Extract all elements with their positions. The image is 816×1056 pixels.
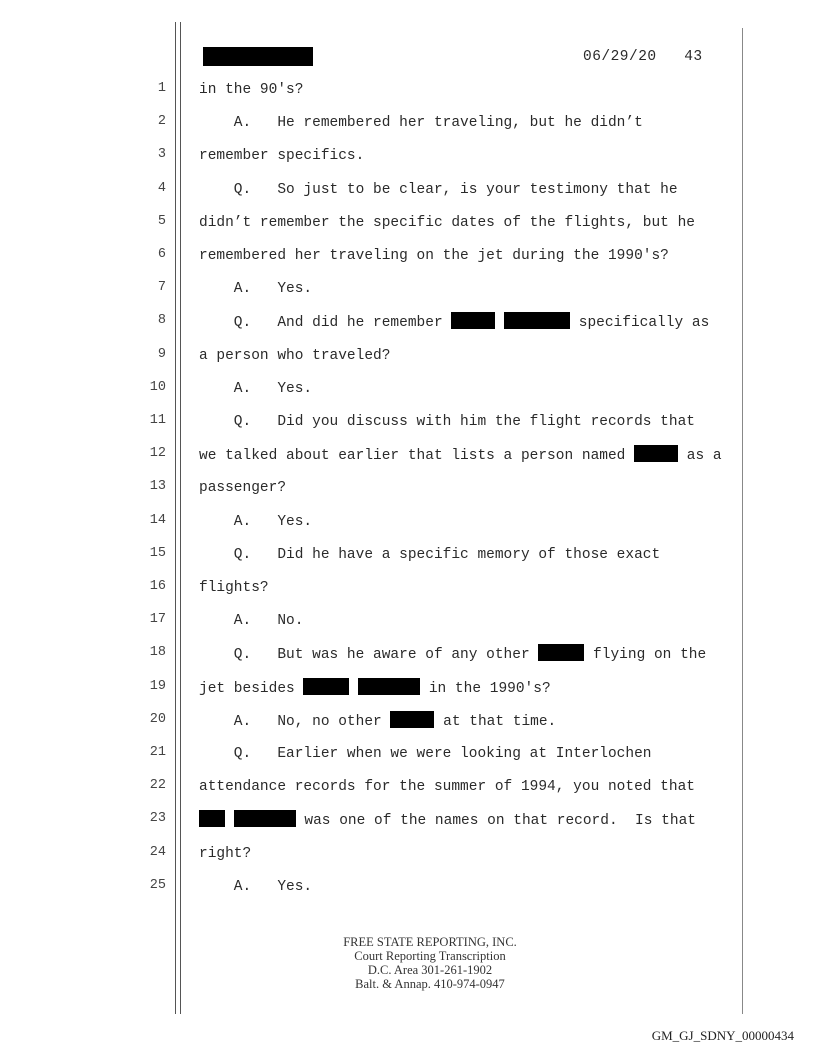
footer-services: Court Reporting Transcription xyxy=(354,949,506,963)
transcript-line xyxy=(199,744,651,764)
line-number: 1 xyxy=(157,81,166,96)
line-number: 12 xyxy=(149,446,166,462)
redaction-box xyxy=(504,312,570,329)
line-text-segment: Q. Earlier when we were looking at Interlochen xyxy=(199,746,652,762)
redaction-box xyxy=(303,678,349,695)
transcript-line xyxy=(199,711,556,732)
line-number: 3 xyxy=(157,147,166,163)
footer-phone-dc: D.C. Area 301-261-1902 xyxy=(367,963,493,977)
redaction-box xyxy=(234,810,296,827)
transcript-line xyxy=(199,346,390,366)
redaction-box xyxy=(390,711,434,728)
line-number: 5 xyxy=(157,213,166,229)
footer-phone-balt: Balt. & Annap. 410-974-0947 xyxy=(355,977,505,991)
transcript-line xyxy=(199,512,312,532)
transcript-line xyxy=(199,113,643,133)
transcript-line xyxy=(199,578,269,598)
left-margin-rule-outer xyxy=(175,22,176,1014)
line-number: 2 xyxy=(157,114,166,130)
line-number: 14 xyxy=(149,512,166,528)
line-number: 11 xyxy=(149,413,166,428)
line-text-segment xyxy=(349,681,358,697)
line-text-segment: flying on the xyxy=(584,647,707,664)
reporter-footer xyxy=(300,935,560,991)
transcript-line xyxy=(199,146,364,166)
line-text-segment: was one of the names on that record. Is that xyxy=(295,813,696,830)
line-number: 18 xyxy=(149,645,166,661)
line-text-segment: flights? xyxy=(199,580,269,596)
line-text-segment: A. No, no other xyxy=(199,713,391,730)
transcript-line xyxy=(199,777,695,797)
line-number: 10 xyxy=(149,379,166,395)
line-number: 23 xyxy=(149,811,166,827)
line-number: 20 xyxy=(149,711,166,727)
transcript-line xyxy=(199,412,695,432)
bates-number: GM_GJ_SDNY_00000434 xyxy=(651,1028,794,1043)
redaction-box xyxy=(358,678,420,695)
transcript-line xyxy=(199,678,551,699)
line-text-segment: A. Yes. xyxy=(199,281,313,298)
line-text-segment: A. Yes. xyxy=(199,380,313,397)
transcript-line xyxy=(199,844,251,864)
line-number: 8 xyxy=(157,313,166,329)
line-text-segment: remembered her traveling on the jet during the 1990's? xyxy=(199,248,669,264)
line-text-segment: Q. Did you discuss with him the flight records that xyxy=(199,414,695,430)
line-number: 15 xyxy=(149,545,166,561)
header-redaction xyxy=(203,47,313,66)
line-text-segment: in the 1990's? xyxy=(420,680,551,697)
transcript-line xyxy=(199,180,678,200)
transcript-line xyxy=(199,379,312,399)
redaction-box xyxy=(538,644,584,661)
header-date: 06/29/20 xyxy=(583,49,657,65)
line-number: 7 xyxy=(157,280,166,296)
line-number: 9 xyxy=(157,346,166,362)
line-text-segment: A. Yes. xyxy=(199,878,313,895)
transcript-line xyxy=(199,545,660,565)
left-margin-rule-inner xyxy=(180,22,181,1014)
line-number: 17 xyxy=(149,612,166,628)
line-text-segment: jet besides xyxy=(199,680,304,697)
line-text-segment: as a xyxy=(678,448,722,465)
line-text-segment: Q. Did he have a specific memory of those exact xyxy=(199,546,661,563)
page-number: 43 xyxy=(684,49,703,65)
line-number: 25 xyxy=(149,877,166,893)
transcript-line xyxy=(199,279,312,299)
transcript-line xyxy=(199,810,696,831)
line-text-segment: passenger? xyxy=(199,480,287,497)
footer-company: FREE STATE REPORTING, INC. xyxy=(343,935,517,949)
line-number: 21 xyxy=(149,745,166,760)
line-text-segment: a person who traveled? xyxy=(199,347,391,364)
transcript-line xyxy=(199,213,695,233)
line-text-segment: A. Yes. xyxy=(199,513,313,530)
transcript-line xyxy=(199,80,303,100)
line-text-segment: right? xyxy=(199,845,252,862)
redaction-box xyxy=(634,445,678,462)
line-text-segment: at that time. xyxy=(434,713,557,730)
transcript-line xyxy=(199,611,303,631)
transcript-line xyxy=(199,445,722,466)
transcript-line xyxy=(199,877,312,897)
line-text-segment: attendance records for the summer of 1994, you noted that xyxy=(199,779,695,796)
transcript-line xyxy=(199,312,709,333)
line-number: 16 xyxy=(149,579,166,594)
line-number: 19 xyxy=(149,678,166,694)
line-text-segment: didn’t remember the specific dates of the flights, but he xyxy=(199,214,695,231)
line-text-segment xyxy=(495,315,504,331)
line-text-segment: Q. But was he aware of any other xyxy=(199,647,539,664)
line-text-segment: specifically as xyxy=(570,315,710,332)
line-text-segment: Q. And did he remember xyxy=(199,315,452,332)
redaction-box xyxy=(451,312,495,329)
line-number: 4 xyxy=(157,180,166,196)
line-text-segment: A. No. xyxy=(199,613,304,630)
line-text-segment xyxy=(225,813,234,829)
line-number: 24 xyxy=(149,844,166,860)
line-number: 6 xyxy=(157,247,166,262)
transcript-line xyxy=(199,644,706,665)
line-text-segment: remember specifics. xyxy=(199,148,365,165)
line-text-segment: A. He remembered her traveling, but he didn’t xyxy=(199,115,643,132)
line-number: 22 xyxy=(149,778,166,794)
line-number: 13 xyxy=(149,479,166,495)
page-header xyxy=(583,49,703,65)
transcript-line xyxy=(199,246,669,266)
line-text-segment: in the 90's? xyxy=(199,82,304,98)
line-text-segment: we talked about earlier that lists a person named xyxy=(199,448,635,465)
right-margin-rule xyxy=(742,28,743,1014)
line-text-segment: Q. So just to be clear, is your testimony that he xyxy=(199,181,678,198)
transcript-line xyxy=(199,478,286,498)
redaction-box xyxy=(199,810,225,827)
